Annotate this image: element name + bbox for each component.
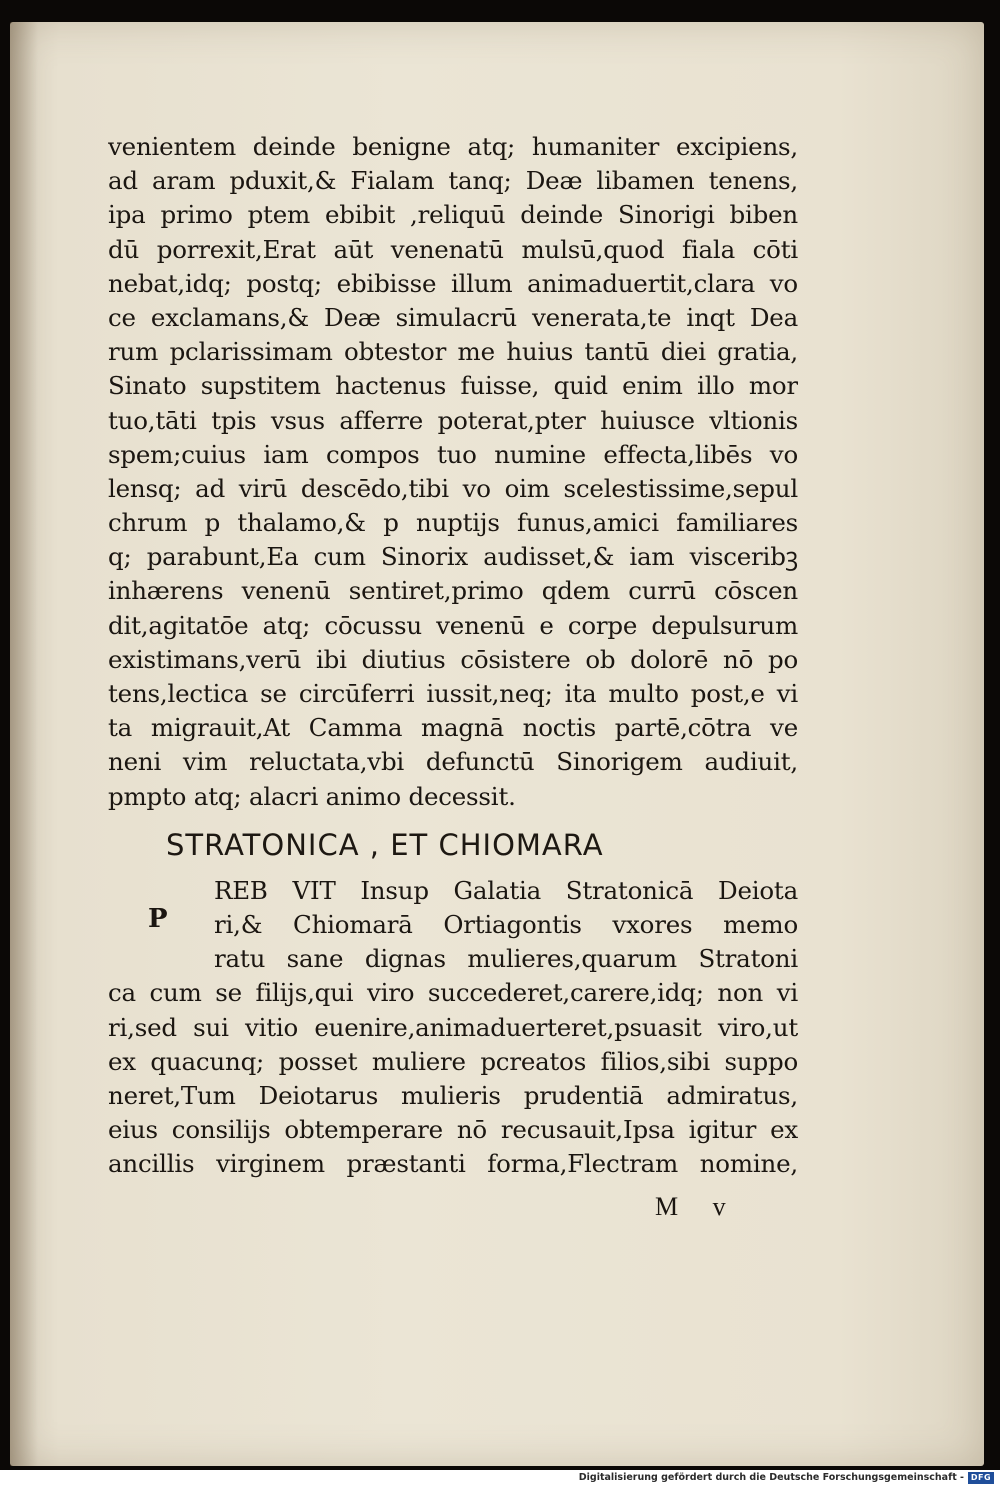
text-line: ca cum se filijs,qui viro succederet,carere,idq; non vi [108,978,798,1008]
text-line: tuo,tāti tpis vsus afferre poterat,pter huiusce vltionis [108,405,798,435]
text-line: neret,Tum Deiotarus mulieris prudentiā admiratus, [108,1080,798,1110]
text-line: ipa primo ptem ebibit ,reliquū deinde Sinorigi biben [108,200,798,230]
text-line: venientem deinde benigne atq; humaniter excipiens, [108,132,798,161]
text-line: inhærens venenū sentiret,primo qdem currū cōscen [108,576,798,606]
text-line: ri,& Chiomarā Ortiagontis vxores memo [214,909,798,939]
text-line: dū porrexit,Erat aūt venenatū mulsū,quod fiala cōti [108,234,798,264]
text-line: ri,sed sui vitio euenire,animaduerteret,psuasit viro,ut [108,1012,798,1042]
text-line: lensq; ad virū descēdo,tibi vo oim scelestissime,sepul [108,473,798,503]
paragraph-2 [108,874,798,1182]
text-line: q; parabunt,Ea cum Sinorix audisset,& iam visceribꝫ [108,542,798,572]
gutter-shadow [10,22,38,1466]
signature-mark [655,1192,728,1222]
text-line: REB VIT Insup Galatia Stratonicā Deiota [214,875,798,905]
text-line: spem;cuius iam compos tuo numine effecta,libēs vo [108,439,798,469]
text-line: nebat,idq; postq; ebibisse illum animaduertit,clara vo [108,268,798,298]
signature-letter: M [655,1192,681,1221]
text-line: ta migrauit,At Camma magnā noctis partē,cōtra ve [108,713,798,743]
text-line: ad aram pduxit,& Fialam tanq; Deæ libamen tenens, [108,166,798,196]
text-line: ex quacunq; posset muliere pcreatos filios,sibi suppo [108,1046,798,1076]
text-line: tens,lectica se circūferri iussit,neq; ita multo post,e vi [108,679,798,708]
paragraph-1 [108,130,798,814]
text-line: chrum p thalamo,& p nuptijs funus,amici familiares [108,508,798,538]
text-line: ce exclamans,& Deæ simulacrū venerata,te inqt Dea [108,302,798,332]
text-line: rum pclarissimam obtestor me huius tantū diei gratia, [108,337,798,367]
text-line: Sinato supstitem hactenus fuisse, quid enim illo mor [108,371,798,401]
text-line: neni vim reluctata,vbi defunctū Sinorigem audiuit, [108,747,798,777]
footer-credit: Digitalisierung gefördert durch die Deutsche Forschungsgemeinschaft - [578,1472,964,1483]
initial-letter: P [148,903,168,934]
text-line: pmpto atq; alacri animo decessit. [108,781,516,811]
text-line: ancillis virginem præstanti forma,Flectram nomine, [108,1149,798,1179]
section-heading: STRATONICA , ET CHIOMARA [166,827,604,862]
text-line: ratu sane dignas mulieres,quarum Stratoni [214,944,798,974]
signature-number: v [712,1192,728,1221]
text-line: existimans,verū ibi diutius cōsistere ob dolorē nō po [108,644,798,674]
dfg-logo: DFG [968,1472,994,1484]
text-block [108,130,798,1181]
text-line: dit,agitatōe atq; cōcussu venenū e corpe depulsurum [108,610,798,640]
text-line: eius consilijs obtemperare nō recusauit,Ipsa igitur ex [108,1115,798,1145]
